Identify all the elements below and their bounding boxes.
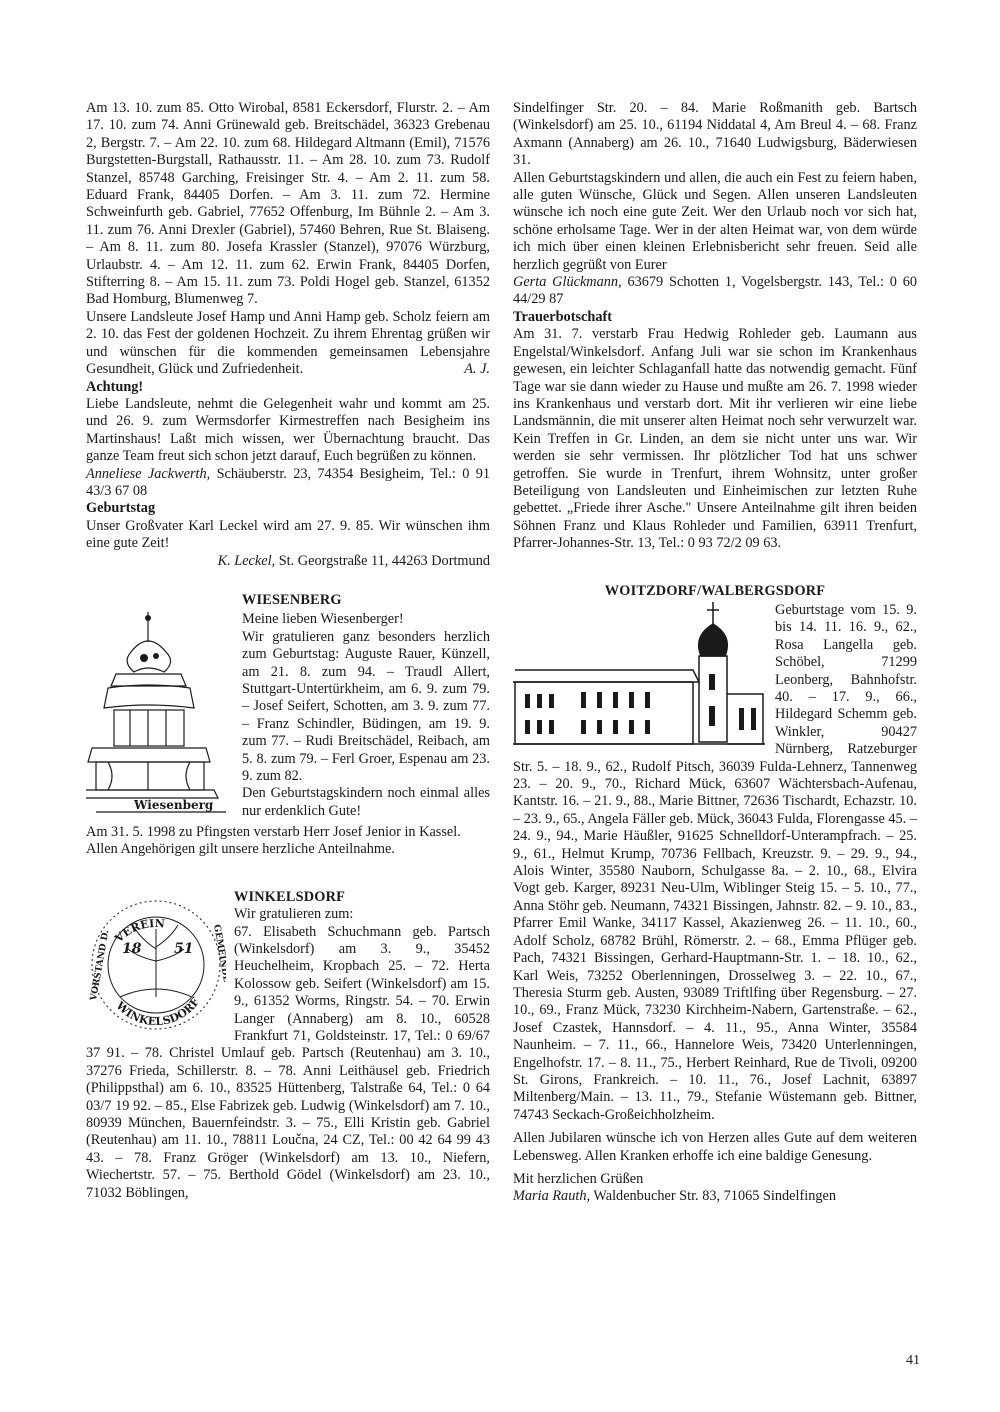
woitzdorf-signature-name: Maria Rauth, [513, 1188, 591, 1205]
seal-year-right: 51 [174, 940, 194, 957]
woitzdorf-signature-address: Waldenbucher Str. 83, 71065 Sindelfingen [593, 1188, 837, 1205]
woitzdorf-section [513, 583, 917, 1206]
woitzdorf-birthdays: Geburtstage vom 15. 9. bis 14. 11. 16. 9., 62., Rosa Langella geb. Schöbel, 71299 Leonberg, Bahnhofstr. 40. – 17. 9., 66., Hildegard Schemm geb. Winkler, 90427 Nürnberg, Ratzeburger Str. 5. – 18. 9., 62., Rudolf Pitsch, 36039 Fulda-Lehnerz, Tannenweg 23. – 20. 9., 70., Richard Mück, 63607 Wächtersbach-Aufenau, Kantstr. 16. – 21. 9., 88., Marie Bittner, 72636 Tischardt, Echazstr. 10. – 23. 9., 65., Angela Fäller geb. Mück, 36043 Fulda, Florengasse 45. – 24. 9., 94., Marie Häußler, 91625 Schnelldorf-Unterampfrach. – 25. 9., 61., Helmut Krump, 70736 Fellbach, Kreuzstr. 9. – 29. 9., 94., Alois Winter, 35580 Nauborn, Schulgasse 8a. – 2. 10., 68., Elvira Vogt geb. Karger, 89231 Neu-Ulm, Wiblinger Steig 15. – 5. 10., 77., Anna Stöhr geb. Neumann, 74321 Bissingen, Jahnstr. 82. – 9. 10., 83., Pfarrer Emil Wanke, 34117 Kassel, Akazienweg 26. – 11. 10., 60., Adolf Scholz, 68782 Brühl, Römerstr. 2. – 68., Emma Pflüger geb. Pach, 74321 Bissingen, Gerhard-Hauptmann-Str. 1. – 18. 10., 62., Karl Weis, 73252 Oberlenningen, Drosselweg 3. – 22. 10., 67., Theresia Sturm geb. Austen, 93089 Triftlfing über Regensburg. – 27. 10., 69., Franz Mück, 73230 Kirchheim-Nabern, Gartenstraße. – 62., Josef Czastek, Hannsdorf. – 4. 11., 95., Anna Winter, 35584 Naunheim. – 7. 11., 66., Hannelore Weis, 73420 Unterlenningen, Engelhofstr. 17. – 8. 11., 75., Herbert Reinhard, Rue de Tivoli, 09200 St. Girons, Frankreich. – 10. 11., 76., Josef Lachnit, 63897 Miltenberg/Main. – 13. 11., 79., Stefanie Wüstemann geb. Bittner, 74743 Seckach-Großeichholzheim. [513, 601, 917, 1123]
page-number: 41 [906, 1353, 920, 1368]
woitzdorf-closing: Allen Jubilaren wünsche ich von Herzen alles Gute auf dem weiteren Lebensweg. Allen Kranken erhoffe ich eine baldige Genesung. [513, 1130, 917, 1164]
wiesenberg-heading: WIESENBERG [242, 591, 342, 608]
seal-text-right: GEMEINDE [211, 923, 226, 983]
geburtstag-heading: Geburtstag [86, 500, 156, 517]
winkelsdorf-intro: Wir gratulieren zum: [234, 906, 354, 923]
golden-wedding-text: Unsere Landsleute Josef Hamp und Anni Hamp geb. Scholz feiern am 2. 10. das Fest der goldenen Hochzeit. Zu ihrem Ehrentag grüßen wir und wünschen für die kommenden gemeinsamen Lebensjahre Gesundheit, Glück und Zufriedenheit. [86, 308, 490, 378]
woitzdorf-greeting: Mit herzlichen Grüßen [513, 1170, 644, 1187]
woitzdorf-church-emblem [513, 602, 765, 754]
achtung-heading: Achtung! [86, 378, 144, 395]
winkelsdorf-section [86, 889, 490, 1202]
achtung-signature [86, 466, 490, 501]
wiesenberg-birthdays: Wir gratulieren ganz besonders herzlich zum Geburtstag: Auguste Rauer, Künzell, am 21. 8. zum 94. – Traudl Allert, Stuttgart-Untertürkheim, am 6. 9. zum 79. – Josef Seifert, Schotten, am 3. 9. zum 77. – Franz Schindler, Büdingen, am 19. 9. zum 77. – Rudi Breitschädel, Reibach, am 5. 8. zum 79. – Ferl Groer, Espenau am 23. 9. zum 82. [242, 628, 490, 785]
right-column [513, 100, 917, 1206]
seal-year-left: 18 [122, 940, 142, 957]
woitzdorf-heading: WOITZDORF/WALBERGSDORF [604, 582, 826, 599]
seal-text-top: VEREIN [112, 916, 166, 945]
wiesenberg-section [86, 592, 490, 859]
geburtstag-signature-address: St. Georgstraße 11, 44263 Dortmund [278, 552, 490, 569]
trauer-heading: Trauerbotschaft [513, 308, 613, 325]
wiesenberg-emblem [86, 612, 234, 822]
winkelsdorf-seal-illustration [86, 889, 226, 1037]
right-wishes-signature-address: 63679 Schotten 1, Vogelsbergstr. 143, Tel.: 0 60 44/29 87 [513, 274, 917, 308]
left-column [86, 100, 490, 1202]
wiesenberg-condolence: Allen Angehörigen gilt unsere herzliche Anteilnahme. [86, 841, 395, 858]
right-wishes-signature-name: Gerta Glückmann, [513, 274, 622, 291]
seal-text-bottom: WINKELSDORF [113, 995, 203, 1028]
trauer-paragraph: Am 31. 7. verstarb Frau Hedwig Rohleder geb. Laumann aus Engelstal/Winkelsdorf. Anfang Juli war sie schon im Krankenhaus gewesen, ein leichter Schlaganfall hatte das notwendig gemacht. Fünf Tage war sie dann wieder zu Hause und mußte am 26. 7. 1998 wieder ins Krankenhaus und verstarb dort. Mit ihr verlieren wir eine liebe Landsmännin, die mit unserer alten Heimat noch sehr verwurzelt war. Kein Treffen in Gr. Linden, an dem sie nicht unter uns war. Wir werden sie sehr vermissen. Ihr plötzlicher Tod hat uns schwer getroffen. Sie wurde in Trenfurt, ihrem Wohnsitz, unter großer Beteiligung von Landsleuten und Einheimischen zur letzten Ruhe gebettet. „Friede ihrer Asche." Unsere Anteilnahme gilt ihren beiden Söhnen Franz und Klaus Rohleder und Familien, 63911 Trenfurt, Pfarrer-Johannes-Str. 13, Tel.: 0 93 72/2 09 63. [513, 326, 917, 552]
wiesenberg-fountain-illustration [86, 612, 234, 822]
geburtstag-paragraph: Unser Großvater Karl Leckel wird am 27. 9. 85. Wir wünschen ihm eine gute Zeit! [86, 517, 490, 552]
achtung-paragraph: Liebe Landsleute, nehmt die Gelegenheit wahr und kommt am 25. und 26. 9. zum Wermsdorfer Kirmestreffen nach Besigheim ins Martinshaus! Laßt mich wissen, wer Übernachtung braucht. Das ganze Team freut sich schon jetzt darauf, Euch begrüßen zu können. [86, 395, 490, 465]
achtung-signature-address: Schäuberstr. 23, 74354 Besigheim, Tel.: 0 91 43/3 67 08 [86, 465, 491, 499]
golden-wedding-signature: A. J. [464, 361, 490, 378]
wiesenberg-caption: Wiesenberg [134, 797, 214, 812]
winkelsdorf-seal [86, 889, 226, 1037]
wiesenberg-greeting: Meine lieben Wiesenberger! [242, 611, 404, 628]
woitzdorf-church-illustration [513, 602, 765, 754]
birthday-list-paragraph: Am 13. 10. zum 85. Otto Wirobal, 8581 Eckersdorf, Flurstr. 2. – Am 17. 10. zum 74. Anni Grünewald geb. Breitschädel, 36323 Grebenau 2, Bergstr. 7. – Am 22. 10. zum 68. Hildegard Altmann (Emil), 71576 Burgstetten-Burgstall, Rathausstr. 11. – Am 28. 10. zum 73. Rudolf Stanzel, 85748 Garching, Freisinger Str. 4. – Am 2. 11. zum 58. Eduard Frank, 84405 Dorfen. – Am 3. 11. zum 72. Hermine Schweinfurth geb. Gabriel, 77652 Offenburg, Im Bühnle 2. – Am 3. 11. zum 76. Anni Drexler (Gabriel), 57460 Behren, Rue St. Blaiseng. – Am 8. 11. zum 80. Josefa Krassler (Stanzel), 97076 Würzburg, Urlaubstr. 4. – Am 12. 11. zum 62. Erwin Frank, 84405 Dorfen, Stifterring 8. – Am 15. 11. zum 73. Poldi Hogel geb. Stanzel, 61352 Bad Homburg, Blumenweg 7. [86, 100, 490, 308]
right-wishes-paragraph: Allen Geburtstagskindern und allen, die auch ein Fest zu feiern haben, alle guten Wünsche, Glück und Segen. Allen unseren Landsleuten wünsche ich noch eine gute Zeit. Wer den Urlaub noch vor sich hat, schöne erholsame Tage. Wer in der alten Heimat war, von dem würde ich mich über einen kleinen Erlebnisbericht sehr freuen. Seid alle herzlich gegrüßt von Eurer [513, 169, 917, 273]
wiesenberg-obituary: Am 31. 5. 1998 zu Pfingsten verstarb Herr Josef Jenior in Kassel. [86, 823, 461, 840]
geburtstag-signature [86, 553, 490, 570]
wiesenberg-wishes: Den Geburtstagskindern noch einmal alles nur erdenklich Gute! [242, 785, 490, 819]
golden-wedding-paragraph [86, 309, 490, 379]
right-birthday-continuation: Sindelfinger Str. 20. – 84. Marie Roßmanith geb. Bartsch (Winkelsdorf) am 25. 10., 61194 Niddatal 4, Am Breul 4. – 68. Franz Axmann (Annaberg) am 26. 10., 71640 Ludwigsburg, Bäderwiesen 31. [513, 100, 917, 169]
winkelsdorf-birthdays: 67. Elisabeth Schuchmann geb. Partsch (Winkelsdorf) am 3. 9., 35452 Heuchelheim, Kropbach 25. – 72. Herta Kolossow geb. Seifert (Winkelsdorf) am 15. 9., 61352 Worms, Ringstr. 54. – 70. Erwin Langer (Annaberg) am 8. 10., 60528 Frankfurt 71, Goldsteinstr. 17, Tel.: 0 69/67 37 91. – 78. Christel Umlauf geb. Partsch (Reutenhau) am 3. 10., 37276 Frieda, Schillerstr. 8. – 78. Anni Leithäusel geb. Friedrich (Philippsthal) am 6. 10., 83525 Hüttenberg, Talstraße 64, Tel.: 0 64 03/7 19 92. – 85., Else Fabrizek geb. Ludwig (Winkelsdorf) am 7. 10., 80939 München, Bauernfeindstr. 3. – 75., Elli Kristin geb. Gabriel (Reutenhau) am 11. 10., 78811 Loučna, 24 CZ, Tel.: 00 42 64 99 43 43. – 78. Franz Gröger (Winkelsdorf) am 13. 10., Niefern, Wiechertstr. 57. – 75. Berthold Gödel (Winkelsdorf) am 23. 10., 71032 Böblingen, [86, 923, 490, 1201]
winkelsdorf-heading: WINKELSDORF [234, 888, 346, 905]
woitzdorf-signature [513, 1188, 917, 1205]
right-wishes-signature [513, 274, 917, 309]
seal-text-left: VORSTAND D. [89, 929, 112, 1002]
geburtstag-signature-name: K. Leckel, [217, 552, 276, 569]
achtung-signature-name: Anneliese Jackwerth, [86, 465, 211, 482]
